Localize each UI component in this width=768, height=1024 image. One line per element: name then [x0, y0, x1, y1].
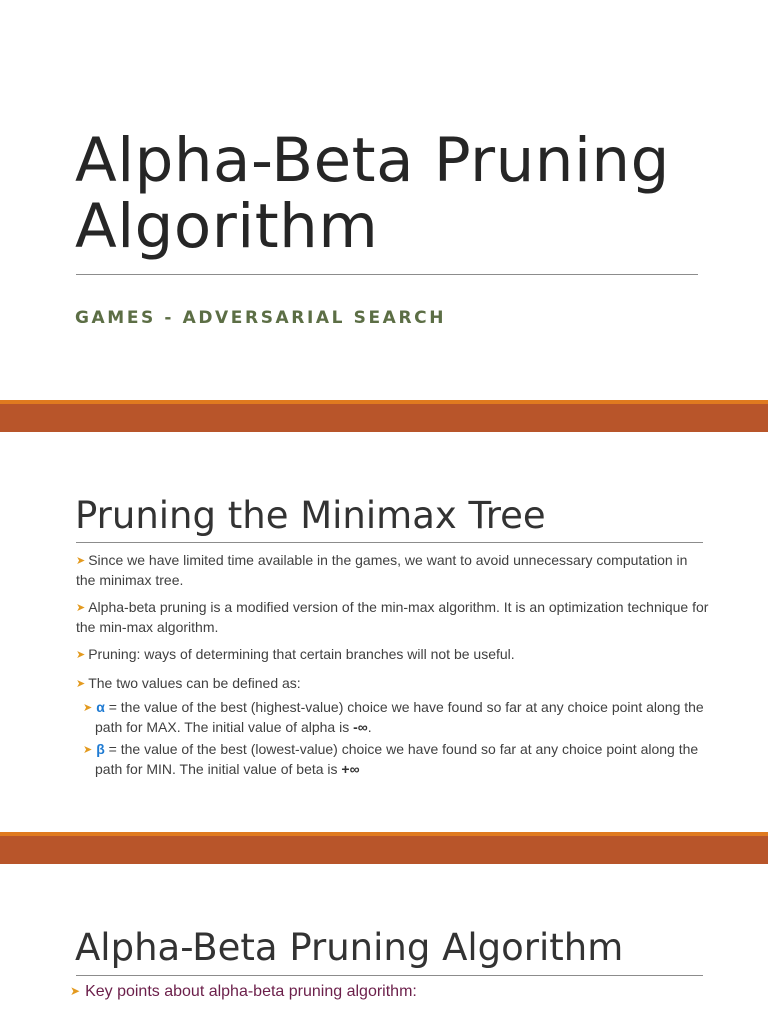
list-item	[70, 598, 710, 636]
alpha-initial-value: -∞	[353, 719, 368, 735]
bullet-text: Pruning: ways of determining that certain branches will not be useful.	[88, 646, 515, 662]
arrow-bullet-icon: ➤	[76, 649, 86, 661]
slide-title-line1: Alpha-Beta Pruning	[75, 125, 670, 196]
beta-definition: = the value of the best (lowest-value) choice we have found so far at any choice point along the path for MIN. The initial value of beta is	[95, 741, 699, 777]
slide2-bullet-list	[70, 551, 710, 778]
list-item	[70, 674, 710, 694]
alpha-definition: = the value of the best (highest-value) choice we have found so far at any choice point along the path for MAX. The initial value of alpha is	[95, 699, 704, 735]
bullet-text: Alpha-beta pruning is a modified version of the min-max algorithm. It is an optimization technique for the min-max algorithm.	[76, 599, 709, 635]
slide2-title-divider	[76, 542, 703, 543]
bullet-text: The two values can be defined as:	[88, 675, 301, 691]
title-slide	[0, 0, 768, 400]
slide-title	[75, 125, 735, 262]
bullet-text: Since we have limited time available in the games, we want to avoid unnecessary computation in the minimax tree.	[76, 552, 688, 588]
beta-symbol: β	[96, 741, 105, 757]
arrow-bullet-icon: ➤	[83, 744, 93, 756]
arrow-bullet-icon: ➤	[70, 984, 81, 998]
slide-separator-band	[0, 832, 768, 864]
list-item	[70, 983, 417, 1001]
arrow-bullet-icon: ➤	[76, 602, 86, 614]
slide-subtitle: GAMES - ADVERSARIAL SEARCH	[75, 308, 447, 328]
arrow-bullet-icon: ➤	[76, 678, 86, 690]
list-item	[70, 645, 710, 665]
alpha-end: .	[367, 719, 372, 735]
sub-list-item-beta	[83, 740, 710, 778]
list-item	[70, 551, 710, 589]
title-divider	[76, 274, 698, 275]
slide2-title: Pruning the Minimax Tree	[75, 494, 546, 537]
slide-title-line2: Algorithm	[75, 191, 379, 262]
slide-separator-band	[0, 400, 768, 432]
sub-list-item-alpha	[83, 698, 710, 736]
arrow-bullet-icon: ➤	[83, 702, 93, 714]
slide3-title-divider	[76, 975, 703, 976]
slide3-title: Alpha-Beta Pruning Algorithm	[75, 926, 624, 969]
bullet-text: Key points about alpha-beta pruning algorithm:	[85, 983, 417, 1000]
alpha-symbol: α	[96, 699, 105, 715]
arrow-bullet-icon: ➤	[76, 555, 86, 567]
beta-initial-value: +∞	[341, 761, 360, 777]
